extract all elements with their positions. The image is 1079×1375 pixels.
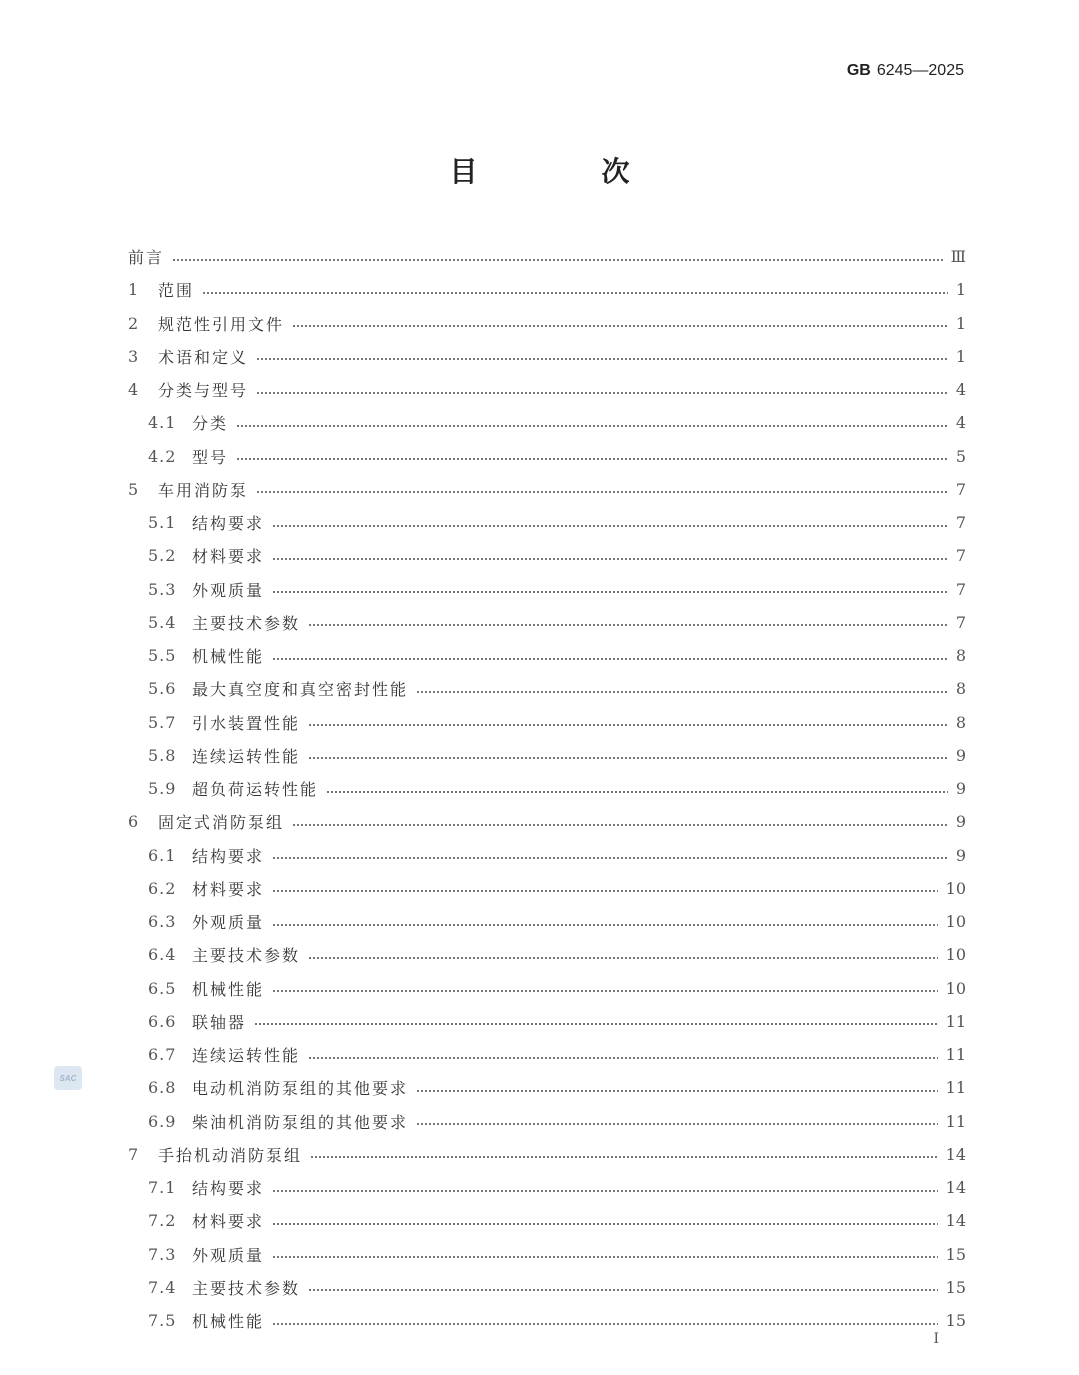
toc-entry[interactable] <box>128 672 966 705</box>
toc-leader-dots <box>292 325 948 327</box>
toc-leader-dots <box>236 425 948 427</box>
toc-entry-page: 1 <box>955 346 966 366</box>
toc-entry-number: 5 <box>128 479 140 499</box>
toc-entry-label: 手抬机动消防泵组 <box>158 1145 303 1165</box>
toc-entry-number: 7.1 <box>148 1178 177 1198</box>
toc-entry-number: 4 <box>128 380 140 400</box>
toc-entry[interactable] <box>128 772 966 805</box>
toc-entry[interactable] <box>128 1071 966 1104</box>
toc-entry[interactable] <box>128 1204 966 1237</box>
toc-entry-page: 7 <box>955 479 966 499</box>
toc-entry-page: 14 <box>945 1144 966 1164</box>
toc-entry[interactable] <box>128 706 966 739</box>
toc-leader-dots <box>272 591 948 593</box>
toc-entry-label: 材料要求 <box>192 879 265 899</box>
toc-entry[interactable] <box>128 440 966 473</box>
toc-leader-dots <box>308 624 948 626</box>
toc-entry[interactable] <box>128 1238 966 1271</box>
toc-entry[interactable] <box>128 972 966 1005</box>
toc-entry-page: 9 <box>955 745 966 765</box>
toc-entry-page: 1 <box>955 280 966 300</box>
toc-entry-page: 7 <box>955 546 966 566</box>
toc-entry-label: 术语和定义 <box>158 347 249 367</box>
toc-leader-dots <box>256 491 948 493</box>
toc-leader-dots <box>272 558 948 560</box>
toc-entry-number: 5.5 <box>148 646 177 666</box>
toc-entry-page: 7 <box>955 612 966 632</box>
toc-entry-label: 范围 <box>158 281 195 301</box>
toc-entry-label: 外观质量 <box>192 580 265 600</box>
toc-entry-page: 15 <box>945 1277 966 1297</box>
toc-leader-dots <box>292 824 948 826</box>
toc-entry-page: 9 <box>955 812 966 832</box>
toc-entry-number: 5.7 <box>148 712 177 732</box>
toc-entry-page: Ⅲ <box>950 247 966 267</box>
toc-entry-label: 分类与型号 <box>158 381 249 401</box>
toc-entry-label: 引水装置性能 <box>192 713 301 733</box>
standard-number <box>847 62 964 80</box>
toc-entry-page: 10 <box>945 878 966 898</box>
toc-leader-dots <box>308 757 948 759</box>
toc-entry-number: 5.1 <box>148 513 177 533</box>
toc-entry-number: 6.8 <box>148 1078 177 1098</box>
toc-entry-number: 7.2 <box>148 1211 177 1231</box>
toc-entry-number: 4.1 <box>148 413 177 433</box>
toc-entry-label: 柴油机消防泵组的其他要求 <box>192 1112 409 1132</box>
toc-entry-page: 5 <box>955 446 966 466</box>
toc-entry-number: 7.4 <box>148 1277 177 1297</box>
toc-leader-dots <box>272 890 938 892</box>
toc-entry[interactable] <box>128 606 966 639</box>
toc-entry-number: 7.5 <box>148 1311 177 1331</box>
toc-entry-page: 7 <box>955 579 966 599</box>
toc-entry-number: 5.4 <box>148 612 177 632</box>
toc-leader-dots <box>308 1057 938 1059</box>
toc-leader-dots <box>202 292 948 294</box>
toc-entry-page: 4 <box>955 380 966 400</box>
toc-entry-number: 6.7 <box>148 1045 177 1065</box>
toc-entry-label: 机械性能 <box>192 647 265 667</box>
toc-entry-page: 1 <box>955 313 966 333</box>
toc-entry[interactable] <box>128 1271 966 1304</box>
toc-entry-page: 15 <box>945 1244 966 1264</box>
toc-entry-label: 型号 <box>192 447 229 467</box>
toc-entry[interactable] <box>128 240 966 273</box>
toc-entry-page: 14 <box>945 1211 966 1231</box>
toc-leader-dots <box>310 1156 938 1158</box>
toc-entry-number: 6.3 <box>148 912 177 932</box>
toc-entry-label: 外观质量 <box>192 913 265 933</box>
toc-entry-number: 6.9 <box>148 1111 177 1131</box>
toc-entry[interactable] <box>128 1138 966 1171</box>
toc-leader-dots <box>416 1123 938 1125</box>
toc-entry-page: 10 <box>945 912 966 932</box>
toc-entry-page: 11 <box>945 1111 966 1131</box>
toc-entry-number: 6.6 <box>148 1011 177 1031</box>
toc-entry-label: 结构要求 <box>192 514 265 534</box>
toc-entry-number: 1 <box>128 280 140 300</box>
toc-entry-label: 电动机消防泵组的其他要求 <box>192 1079 409 1099</box>
toc-entry[interactable] <box>128 1171 966 1204</box>
toc-entry-label: 结构要求 <box>192 846 265 866</box>
toc-entry-page: 11 <box>945 1045 966 1065</box>
toc-leader-dots <box>256 392 948 394</box>
toc-leader-dots <box>308 1289 938 1291</box>
toc-leader-dots <box>236 458 948 460</box>
toc-entry[interactable] <box>128 406 966 439</box>
toc-entry-page: 15 <box>945 1311 966 1331</box>
toc-leader-dots <box>272 924 938 926</box>
toc-entry-page: 4 <box>955 413 966 433</box>
toc-entry-page: 9 <box>955 845 966 865</box>
toc-entry-label: 机械性能 <box>192 979 265 999</box>
toc-entry-label: 机械性能 <box>192 1312 265 1332</box>
toc-leader-dots <box>272 1256 938 1258</box>
toc-leader-dots <box>272 990 938 992</box>
standard-code: 6245—2025 <box>876 62 964 79</box>
toc-entry-label: 外观质量 <box>192 1245 265 1265</box>
toc-entry-label: 前言 <box>128 248 165 268</box>
toc-entry-label: 车用消防泵 <box>158 480 249 500</box>
toc-leader-dots <box>254 1023 938 1025</box>
toc-entry[interactable] <box>128 573 966 606</box>
toc-leader-dots <box>272 1190 938 1192</box>
toc-entry-number: 7.3 <box>148 1244 177 1264</box>
sac-watermark-logo: SAC <box>54 1066 82 1090</box>
toc-entry-label: 规范性引用文件 <box>158 314 285 334</box>
toc-entry-number: 4.2 <box>148 446 177 466</box>
toc-entry-number: 6.4 <box>148 945 177 965</box>
toc-entry[interactable] <box>128 506 966 539</box>
toc-leader-dots <box>272 1323 938 1325</box>
toc-leader-dots <box>308 724 948 726</box>
toc-entry-number: 5.9 <box>148 779 177 799</box>
toc-entry-number: 3 <box>128 346 140 366</box>
toc-entry[interactable] <box>128 839 966 872</box>
toc-entry[interactable] <box>128 340 966 373</box>
toc-entry-page: 7 <box>955 513 966 533</box>
toc-entry[interactable] <box>128 872 966 905</box>
toc-entry-page: 9 <box>955 779 966 799</box>
toc-entry[interactable] <box>128 539 966 572</box>
toc-leader-dots <box>172 259 943 261</box>
toc-entry[interactable] <box>128 1105 966 1138</box>
toc-entry-label: 最大真空度和真空密封性能 <box>192 680 409 700</box>
toc-leader-dots <box>272 658 948 660</box>
toc-entry-page: 10 <box>945 945 966 965</box>
toc-entry[interactable] <box>128 273 966 306</box>
toc-entry-page: 8 <box>955 646 966 666</box>
toc-entry-label: 主要技术参数 <box>192 613 301 633</box>
toc-leader-dots <box>416 1090 938 1092</box>
toc-entry-label: 主要技术参数 <box>192 1278 301 1298</box>
toc-entry-label: 固定式消防泵组 <box>158 813 285 833</box>
toc-leader-dots <box>326 791 948 793</box>
toc-entry[interactable] <box>128 473 966 506</box>
toc-entry[interactable] <box>128 805 966 838</box>
toc-leader-dots <box>256 358 948 360</box>
toc-entry-label: 连续运转性能 <box>192 746 301 766</box>
toc-leader-dots <box>272 857 948 859</box>
toc-entry-page: 11 <box>945 1011 966 1031</box>
toc-entry[interactable] <box>128 739 966 772</box>
toc-entry[interactable] <box>128 1304 966 1337</box>
toc-entry-number: 7 <box>128 1144 140 1164</box>
toc-entry[interactable] <box>128 1005 966 1038</box>
toc-entry[interactable] <box>128 639 966 672</box>
toc-entry-number: 6.2 <box>148 878 177 898</box>
toc-entry-number: 5.8 <box>148 745 177 765</box>
toc-leader-dots <box>416 691 948 693</box>
standard-prefix: GB <box>846 62 871 79</box>
toc-leader-dots <box>308 957 938 959</box>
toc-entry-label: 结构要求 <box>192 1179 265 1199</box>
toc-entry-page: 8 <box>955 679 966 699</box>
toc-leader-dots <box>272 525 948 527</box>
toc-leader-dots <box>272 1223 938 1225</box>
toc-entry-label: 超负荷运转性能 <box>192 780 319 800</box>
toc-entry-label: 连续运转性能 <box>192 1046 301 1066</box>
toc-entry-page: 11 <box>945 1078 966 1098</box>
toc-entry-label: 分类 <box>192 414 229 434</box>
toc-entry-page: 14 <box>945 1178 966 1198</box>
toc-entry-number: 5.6 <box>148 679 177 699</box>
toc-entry[interactable] <box>128 307 966 340</box>
toc-entry-number: 2 <box>128 313 140 333</box>
toc-entry-number: 6.1 <box>148 845 177 865</box>
toc-entry-number: 6.5 <box>148 978 177 998</box>
table-of-contents <box>128 240 966 1337</box>
toc-entry-number: 5.3 <box>148 579 177 599</box>
toc-entry-label: 主要技术参数 <box>192 946 301 966</box>
page-title: 目 次 <box>449 155 678 188</box>
toc-entry-page: 10 <box>945 978 966 998</box>
toc-entry-label: 联轴器 <box>192 1012 247 1032</box>
toc-entry[interactable] <box>128 373 966 406</box>
toc-entry-page: 8 <box>955 712 966 732</box>
toc-entry[interactable] <box>128 938 966 971</box>
toc-entry[interactable] <box>128 905 966 938</box>
toc-entry-label: 材料要求 <box>192 1212 265 1232</box>
toc-entry[interactable] <box>128 1038 966 1071</box>
toc-entry-number: 6 <box>128 812 140 832</box>
footer-page-number: I <box>933 1331 939 1347</box>
toc-entry-number: 5.2 <box>148 546 177 566</box>
toc-entry-label: 材料要求 <box>192 547 265 567</box>
